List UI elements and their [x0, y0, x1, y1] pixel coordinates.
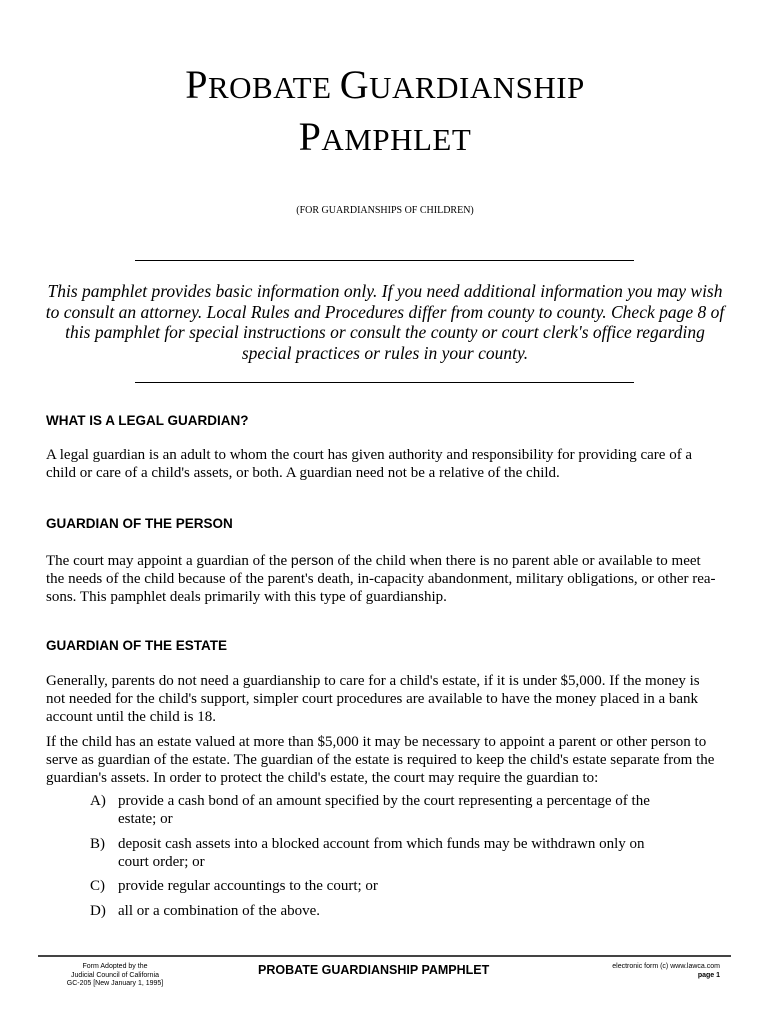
text-line: child or care of a child's assets, or both. A guardian need not be a relative of the child.	[46, 465, 560, 482]
divider	[135, 260, 634, 261]
text-run: of the child when there is no parent able or available to meet	[333, 553, 701, 569]
title-cap: P	[185, 62, 208, 107]
paragraph	[46, 672, 736, 727]
footer-line: Form Adopted by the	[82, 963, 148, 970]
page-title-line-1	[0, 58, 770, 115]
footer-line: Judicial Council of California	[71, 971, 159, 979]
divider	[135, 382, 634, 383]
footer-title: PROBATE GUARDIANSHIP PAMPHLET	[258, 963, 490, 977]
text-line: deposit cash assets into a blocked account from which funds may be withdrawn only on	[118, 836, 645, 852]
footer-copyright: electronic form (c) www.lawca.com	[612, 963, 720, 970]
page-number: page 1	[697, 971, 720, 979]
text-line: provide a cash bond of an amount specified by the court representing a percentage of the	[118, 793, 650, 809]
text-line: provide regular accountings to the court; or	[118, 878, 378, 894]
title-rest: AMPHLET	[321, 122, 472, 157]
text-line: court order; or	[118, 854, 205, 871]
section-heading: GUARDIAN OF THE ESTATE	[46, 638, 227, 653]
title-rest: UARDIANSHIP	[369, 70, 585, 105]
subtitle: (FOR GUARDIANSHIPS OF CHILDREN)	[296, 205, 474, 216]
text-line: serve as guardian of the estate. The guardian of the estate is required to keep the child's estate separate from the	[46, 752, 715, 769]
text-line: not needed for the child's support, simpler court procedures are available to have the money placed in a bank	[46, 691, 699, 708]
footer-line: GC-205 [New January 1, 1995]	[66, 980, 164, 987]
list-label: C)	[90, 878, 105, 894]
title-rest: ROBATE	[207, 70, 340, 105]
section-heading: GUARDIAN OF THE PERSON	[46, 516, 233, 531]
list-label: A)	[90, 793, 106, 809]
paragraph	[46, 551, 736, 607]
text-line: sons. This pamphlet deals primarily with this type of guardianship.	[46, 589, 447, 606]
text-line	[46, 551, 736, 570]
emphasis: person	[290, 552, 334, 568]
footer-right	[612, 963, 720, 980]
paragraph	[46, 733, 736, 788]
text-run: The court may appoint a guardian of the	[46, 553, 291, 569]
text-line: A legal guardian is an adult to whom the court has given authority and responsibility for providing care of a	[46, 447, 693, 463]
title-cap: P	[298, 114, 322, 159]
text-line: account until the child is 18.	[46, 709, 216, 726]
footer-divider	[38, 955, 731, 957]
text-line: estate; or	[118, 811, 173, 828]
footer-form-info	[40, 963, 190, 989]
text-line: guardian's assets. In order to protect the child's estate, the court may require the guardian to:	[46, 770, 599, 787]
list-label: D)	[90, 903, 106, 919]
section-heading: WHAT IS A LEGAL GUARDIAN?	[46, 413, 249, 428]
paragraph	[46, 446, 736, 482]
intro-notice: This pamphlet provides basic information only. If you need additional information you may wish to consult an attorney. Local Rules and Procedures differ from county to county. Check page 8 of this pamphlet for special instructions or consult the county or court clerk's office regarding special practices or rules in your county.	[45, 281, 725, 363]
text-line: Generally, parents do not need a guardianship to care for a child's estate, if it is under $5,000. If the money is	[46, 673, 700, 689]
text-line: all or a combination of the above.	[118, 903, 321, 919]
list-label: B)	[90, 836, 105, 852]
page-title-line-2	[0, 110, 770, 167]
text-line: the needs of the child because of the parent's death, in-capacity abandonment, military obligations, or other rea-	[46, 571, 716, 588]
text-line: If the child has an estate valued at more than $5,000 it may be necessary to appoint a parent or other person to	[46, 734, 707, 750]
title-cap: G	[339, 62, 370, 107]
